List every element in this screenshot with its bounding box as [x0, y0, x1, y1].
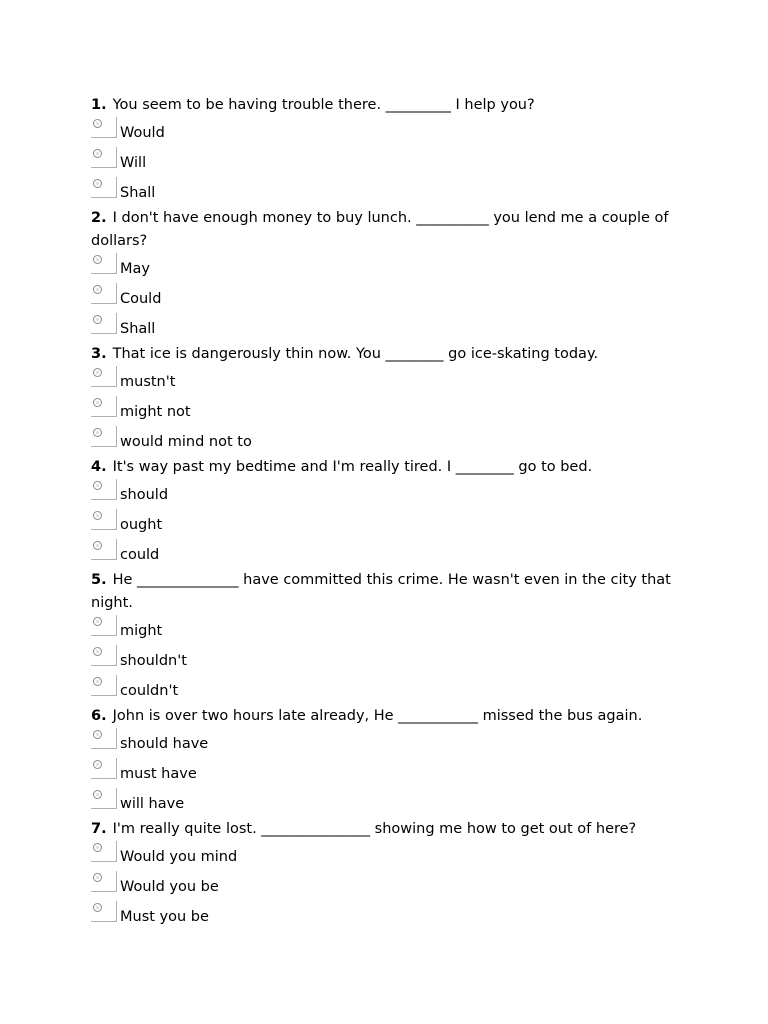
option-5c[interactable]	[91, 675, 671, 705]
answer-box-underline	[91, 778, 116, 779]
option-1c[interactable]	[91, 177, 671, 207]
answer-box-divider	[116, 871, 117, 892]
option-label: ought	[120, 517, 163, 533]
question-number: 3.	[91, 346, 107, 362]
question-text: It's way past my bedtime and I'm really tired. I ________ go to bed.	[112, 459, 593, 475]
answer-box-divider	[116, 479, 117, 500]
option-4a[interactable]	[91, 479, 671, 509]
radio-button-icon[interactable]	[93, 285, 102, 294]
question-4-prompt	[91, 456, 671, 479]
answer-box-divider	[116, 147, 117, 168]
option-4b[interactable]	[91, 509, 671, 539]
answer-box-underline	[91, 748, 116, 749]
question-text: That ice is dangerously thin now. You ________ go ice-skating today.	[112, 346, 599, 362]
radio-button-icon[interactable]	[93, 179, 102, 188]
option-7c[interactable]	[91, 901, 671, 931]
question-1	[91, 94, 671, 207]
answer-box-divider	[116, 675, 117, 696]
radio-button-icon[interactable]	[93, 119, 102, 128]
option-label: might	[120, 623, 163, 639]
answer-box-underline	[91, 808, 116, 809]
radio-button-icon[interactable]	[93, 843, 102, 852]
option-1b[interactable]	[91, 147, 671, 177]
answer-box-underline	[91, 303, 116, 304]
question-text: John is over two hours late already, He ___________ missed the bus again.	[112, 708, 643, 724]
option-label: Will	[120, 155, 147, 171]
answer-box-underline	[91, 333, 116, 334]
option-2a[interactable]	[91, 253, 671, 283]
option-7a[interactable]	[91, 841, 671, 871]
answer-box-underline	[91, 921, 116, 922]
radio-button-icon[interactable]	[93, 647, 102, 656]
answer-box-underline	[91, 273, 116, 274]
answer-box-underline	[91, 665, 116, 666]
radio-button-icon[interactable]	[93, 730, 102, 739]
answer-box-underline	[91, 446, 116, 447]
answer-box-divider	[116, 117, 117, 138]
answer-box-underline	[91, 529, 116, 530]
option-label: Must you be	[120, 909, 209, 925]
answer-box-divider	[116, 253, 117, 274]
answer-box-underline	[91, 695, 116, 696]
option-label: Would you mind	[120, 849, 238, 865]
question-text: I don't have enough money to buy lunch. __________ you lend me a couple of dollars?	[91, 210, 669, 249]
answer-box-divider	[116, 841, 117, 862]
radio-button-icon[interactable]	[93, 368, 102, 377]
question-text: I'm really quite lost. _______________ showing me how to get out of here?	[112, 821, 637, 837]
option-label: Shall	[120, 321, 156, 337]
option-label: will have	[120, 796, 185, 812]
option-1a[interactable]	[91, 117, 671, 147]
answer-box-divider	[116, 396, 117, 417]
question-6-prompt	[91, 705, 671, 728]
answer-box-underline	[91, 499, 116, 500]
question-text: You seem to be having trouble there. _________ I help you?	[112, 97, 535, 113]
option-label: could	[120, 547, 160, 563]
option-4c[interactable]	[91, 539, 671, 569]
option-2b[interactable]	[91, 283, 671, 313]
option-label: Would	[120, 125, 165, 141]
question-text: He ______________ have committed this crime. He wasn't even in the city that night.	[91, 572, 671, 611]
option-6c[interactable]	[91, 788, 671, 818]
option-3a[interactable]	[91, 366, 671, 396]
question-1-prompt	[91, 94, 671, 117]
answer-box-divider	[116, 645, 117, 666]
answer-box-divider	[116, 283, 117, 304]
question-5-prompt	[91, 569, 671, 615]
option-label: shouldn't	[120, 653, 187, 669]
option-label: Would you be	[120, 879, 219, 895]
question-2	[91, 207, 671, 343]
question-4	[91, 456, 671, 569]
radio-button-icon[interactable]	[93, 873, 102, 882]
option-label: Shall	[120, 185, 156, 201]
answer-box-divider	[116, 509, 117, 530]
radio-button-icon[interactable]	[93, 398, 102, 407]
answer-box-underline	[91, 386, 116, 387]
question-6	[91, 705, 671, 818]
question-5	[91, 569, 671, 705]
option-label: Could	[120, 291, 162, 307]
question-number: 6.	[91, 708, 107, 724]
answer-box-underline	[91, 416, 116, 417]
question-number: 4.	[91, 459, 107, 475]
answer-box-divider	[116, 788, 117, 809]
question-3	[91, 343, 671, 456]
question-number: 5.	[91, 572, 107, 588]
question-number: 7.	[91, 821, 107, 837]
option-7b[interactable]	[91, 871, 671, 901]
question-number: 1.	[91, 97, 107, 113]
option-5b[interactable]	[91, 645, 671, 675]
answer-box-underline	[91, 197, 116, 198]
radio-button-icon[interactable]	[93, 903, 102, 912]
option-6a[interactable]	[91, 728, 671, 758]
answer-box-divider	[116, 615, 117, 636]
radio-button-icon[interactable]	[93, 760, 102, 769]
option-label: couldn't	[120, 683, 179, 699]
option-label: must have	[120, 766, 197, 782]
question-number: 2.	[91, 210, 107, 226]
question-7-prompt	[91, 818, 671, 841]
answer-box-divider	[116, 426, 117, 447]
question-2-prompt	[91, 207, 671, 253]
option-5a[interactable]	[91, 615, 671, 645]
answer-box-divider	[116, 366, 117, 387]
quiz-form	[91, 94, 671, 931]
option-6b[interactable]	[91, 758, 671, 788]
answer-box-underline	[91, 861, 116, 862]
option-2c[interactable]	[91, 313, 671, 343]
radio-button-icon[interactable]	[93, 677, 102, 686]
option-label: mustn't	[120, 374, 176, 390]
radio-button-icon[interactable]	[93, 790, 102, 799]
answer-box-divider	[116, 758, 117, 779]
question-3-prompt	[91, 343, 671, 366]
option-3b[interactable]	[91, 396, 671, 426]
option-label: should	[120, 487, 169, 503]
radio-button-icon[interactable]	[93, 481, 102, 490]
answer-box-divider	[116, 313, 117, 334]
answer-box-divider	[116, 539, 117, 560]
answer-box-underline	[91, 167, 116, 168]
answer-box-underline	[91, 635, 116, 636]
radio-button-icon[interactable]	[93, 255, 102, 264]
radio-button-icon[interactable]	[93, 149, 102, 158]
answer-box-underline	[91, 891, 116, 892]
option-label: May	[120, 261, 150, 277]
option-label: should have	[120, 736, 209, 752]
answer-box-divider	[116, 177, 117, 198]
option-3c[interactable]	[91, 426, 671, 456]
option-label: would mind not to	[120, 434, 252, 450]
radio-button-icon[interactable]	[93, 315, 102, 324]
radio-button-icon[interactable]	[93, 428, 102, 437]
question-7	[91, 818, 671, 931]
answer-box-divider	[116, 901, 117, 922]
answer-box-divider	[116, 728, 117, 749]
radio-button-icon[interactable]	[93, 541, 102, 550]
answer-box-underline	[91, 137, 116, 138]
radio-button-icon[interactable]	[93, 617, 102, 626]
radio-button-icon[interactable]	[93, 511, 102, 520]
answer-box-underline	[91, 559, 116, 560]
option-label: might not	[120, 404, 191, 420]
